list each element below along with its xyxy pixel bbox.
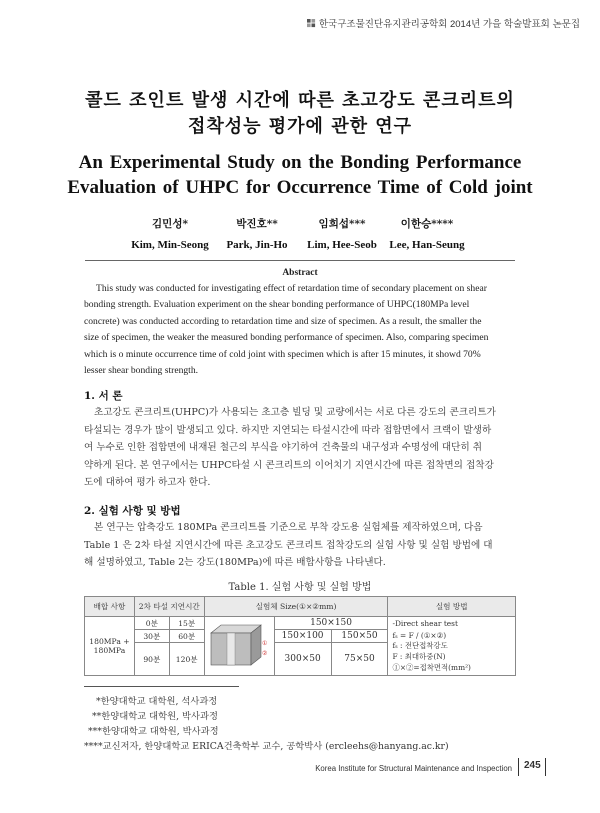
abstract-body xyxy=(84,281,516,379)
specimen-figure-cell xyxy=(204,617,274,676)
english-title-line: Evaluation of UHPC for Occurrence Time of Cold joint xyxy=(67,177,533,198)
footnote: ***한양대학교 대학원, 박사과정 xyxy=(88,726,219,737)
abstract-line: concrete) was conducted according to retardation time and size of specimen. As a result, the smaller the xyxy=(84,315,482,327)
divider xyxy=(85,260,515,261)
english-title-line: An Experimental Study on the Bonding Performance xyxy=(78,152,522,173)
size-cell: 150×50 xyxy=(331,630,388,643)
section-body xyxy=(84,519,516,572)
method-title: -Direct shear test xyxy=(392,619,458,628)
table-caption: Table 1. 실험 사항 및 실험 방법 xyxy=(228,582,372,593)
english-title xyxy=(30,150,570,200)
abstract-line: This study was conducted for investigating effect of retardation time of secondary placement on shear xyxy=(96,283,487,294)
delay-cell: 30분 xyxy=(134,630,169,643)
delay-cell: 15분 xyxy=(169,617,204,630)
method-cell xyxy=(388,617,516,676)
section-heading: 2. 실험 사항 및 방법 xyxy=(84,505,181,517)
running-header xyxy=(250,16,580,30)
specimen-diagram-icon xyxy=(207,619,271,671)
korean-title-line: 접착성능 평가에 관한 연구 xyxy=(187,116,413,137)
body-line: 타설되는 경우가 많이 발생되고 있다. 하지만 지연되는 타설시간에 따라 접합면에서 크랙이 발생하 xyxy=(84,424,492,436)
size-cell: 300×50 xyxy=(274,643,331,676)
table-header-cell: 실험 방법 xyxy=(388,597,516,617)
author-name-en: Lim, Hee-Seob xyxy=(307,239,377,251)
section-body xyxy=(84,404,516,492)
author-3 xyxy=(297,216,387,251)
method-definition: F : 최대하중(N) xyxy=(392,652,446,661)
size-cell: 150×100 xyxy=(274,630,331,643)
header-text: 한국구조물진단유지관리공학회 2014년 가을 학술발표회 논문집 xyxy=(318,19,580,30)
table-header-cell: 실험체 Size(①×②mm) xyxy=(204,597,388,617)
delay-cell: 0분 xyxy=(134,617,169,630)
author-name-en: Park, Jin-Ho xyxy=(226,239,288,251)
conference-logo-icon xyxy=(307,19,316,28)
delay-cell: 90분 xyxy=(134,643,169,676)
size-cell: 75×50 xyxy=(331,643,388,676)
body-line: Table 1 은 2차 타설 지연시간에 따른 초고강도 콘크리트 접착강도의 실험 사항 및 실험 방법에 대 xyxy=(84,539,493,551)
svg-text:②: ② xyxy=(262,650,268,657)
delay-cell: 60분 xyxy=(169,630,204,643)
author-2 xyxy=(212,216,302,251)
body-line: 초고강도 콘크리트(UHPC)가 사용되는 초고층 빌딩 및 교량에서는 서로 다른 강도의 콘크리트가 xyxy=(94,407,496,418)
author-name-ko: 이한승**** xyxy=(400,218,454,230)
footer-text: Korea Institute for Structural Maintenance and Inspection xyxy=(315,764,512,773)
footer-divider xyxy=(518,758,519,776)
body-line: 도에 대하여 평가 하고자 한다. xyxy=(84,477,211,489)
mix-cell: 180MPa + 180MPa xyxy=(85,617,135,676)
author-name-ko: 박진호** xyxy=(236,218,278,230)
korean-title xyxy=(30,88,570,140)
page-number: 245 xyxy=(524,760,541,771)
table-header-cell: 2차 타설 지연시간 xyxy=(134,597,204,617)
abstract-line: which is o minute occurrence time of cold joint with specimen which is after 15 minutes, it showd 70% xyxy=(84,348,481,360)
body-line: 본 연구는 압축강도 180MPa 콘크리트를 기준으로 부착 강도용 실험체를 제작하였으며, 다음 xyxy=(94,522,483,533)
author-name-ko: 임희섭*** xyxy=(318,218,366,230)
author-name-ko: 김민성* xyxy=(152,218,188,230)
author-4 xyxy=(382,216,472,251)
table-header-cell: 배합 사항 xyxy=(85,597,135,617)
body-line: 해 설명하였고, Table 2는 강도(180MPa)에 따른 배합사항을 나타낸다. xyxy=(84,557,386,569)
body-line: 여 누수로 인한 접합면에 내재된 철근의 부식을 야기하여 건축물의 내구성과 수명성에 대단히 취 xyxy=(84,442,483,454)
section-heading: 1. 서 론 xyxy=(84,390,123,402)
method-definition: fₛ : 전단접착강도 xyxy=(392,641,448,650)
delay-cell: 120분 xyxy=(169,643,204,676)
footnote-divider xyxy=(84,686,239,687)
footnote: **한양대학교 대학원, 박사과정 xyxy=(92,711,218,722)
author-name-en: Lee, Han-Seung xyxy=(389,239,465,251)
experiment-table xyxy=(84,596,516,674)
method-definition: ①×②=접착면적(mm²) xyxy=(392,663,471,672)
author-1 xyxy=(125,216,215,251)
footnote: *한양대학교 대학원, 석사과정 xyxy=(96,696,218,707)
author-name-en: Kim, Min-Seong xyxy=(131,239,209,251)
footer-divider xyxy=(545,758,546,776)
abstract-heading: Abstract xyxy=(282,268,318,278)
size-cell: 150×150 xyxy=(274,617,388,630)
abstract-line: bonding strength. Evaluation experiment on the shear bonding performance of UHPC(180MPa level xyxy=(84,299,470,311)
abstract-line: size of specimen, the weaker the measured bonding performance of specimen. Also, comparing specimen xyxy=(84,332,489,344)
abstract-line: lesser shear bonding strength. xyxy=(84,365,199,377)
method-formula: fₛ = F / (①×②) xyxy=(392,631,447,640)
body-line: 약하게 된다. 본 연구에서는 UHPC타설 시 콘크리트의 이어치기 지연시간에 따른 접착면의 접착강 xyxy=(84,459,494,471)
footnote: ****교신저자, 한양대학교 ERICA건축학부 교수, 공학박사 (ercleehs@hanyang.ac.kr) xyxy=(84,741,449,752)
svg-text:①: ① xyxy=(262,640,268,647)
korean-title-line: 콜드 조인트 발생 시간에 따른 초고강도 콘크리트의 xyxy=(85,90,515,111)
